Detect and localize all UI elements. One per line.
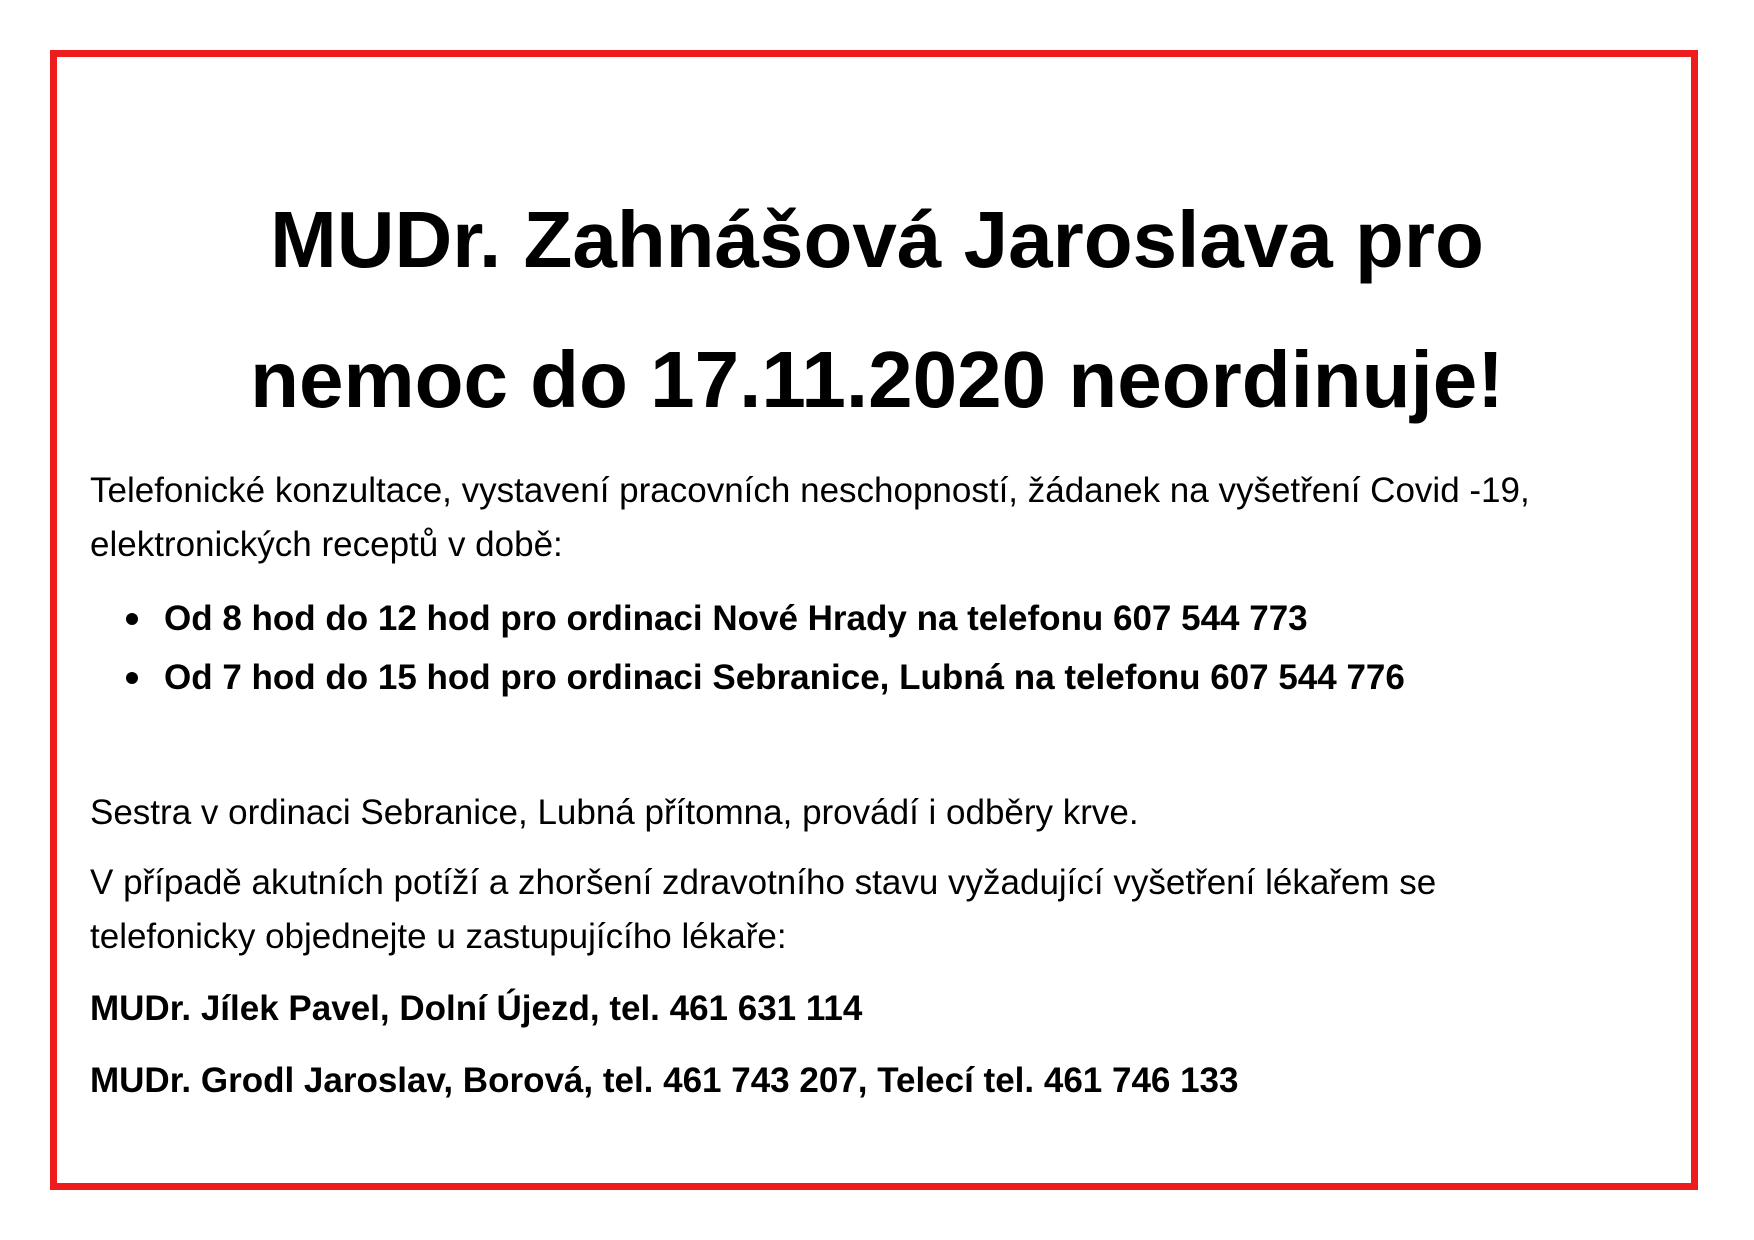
acute-text-line-2: telefonicky objednejte u zastupujícího lékaře: xyxy=(90,917,787,956)
substitute-doctor-1: MUDr. Jílek Pavel, Dolní Újezd, tel. 461 631 114 xyxy=(90,989,863,1028)
bullet-icon xyxy=(126,672,138,684)
intro-text-line-1: Telefonické konzultace, vystavení pracovních neschopností, žádanek na vyšetření Covid -19, xyxy=(90,471,1530,510)
intro-text-line-2: elektronických receptů v době: xyxy=(90,525,563,564)
acute-text-line-1: V případě akutních potíží a zhoršení zdravotního stavu vyžadující vyšetření lékařem se xyxy=(90,863,1437,902)
bullet-icon xyxy=(126,613,138,625)
notice-title-line-1: MUDr. Zahnášová Jaroslava pro xyxy=(270,195,1484,284)
bullet-text: Od 8 hod do 12 hod pro ordinaci Nové Hrady na telefonu 607 544 773 xyxy=(164,599,1308,638)
nurse-text: Sestra v ordinaci Sebranice, Lubná přítomna, provádí i odběry krve. xyxy=(90,793,1139,832)
substitute-doctor-2: MUDr. Grodl Jaroslav, Borová, tel. 461 743 207, Telecí tel. 461 746 133 xyxy=(90,1061,1239,1100)
notice-title-line-2: nemoc do 17.11.2020 neordinuje! xyxy=(250,335,1504,424)
bullet-text: Od 7 hod do 15 hod pro ordinaci Sebranice, Lubná na telefonu 607 544 776 xyxy=(164,658,1405,697)
